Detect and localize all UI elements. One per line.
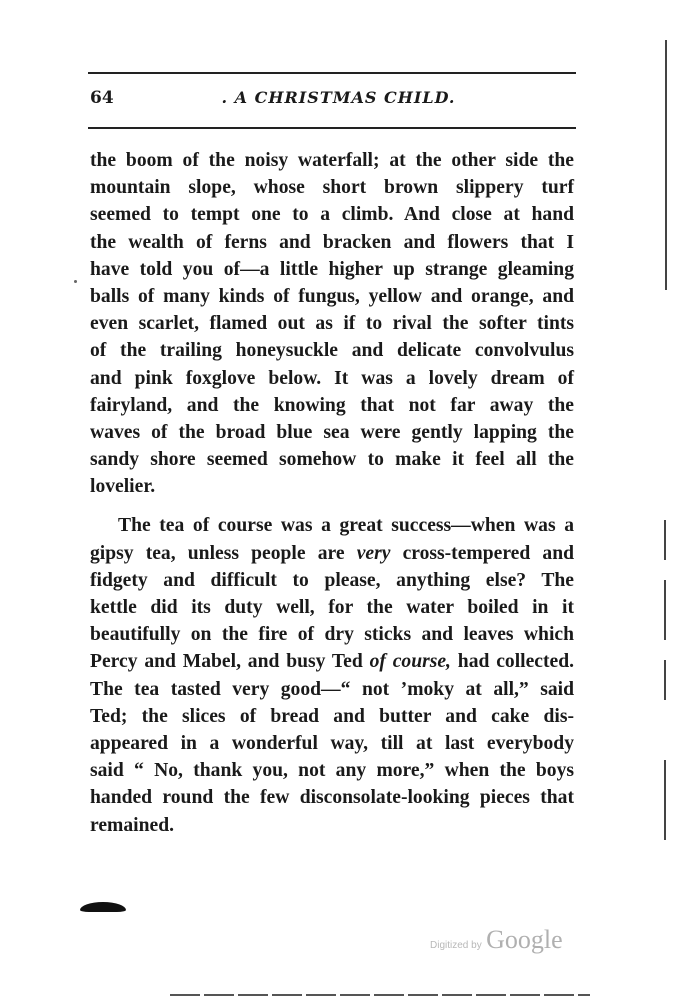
text-span: Percy and Mabel, and busy Ted [90,651,370,673]
text-line: the boom of the noisy waterfall; at the other side the [90,150,574,171]
paragraph-2 [90,512,574,838]
text-line: handed round the few disconsolate-looking pieces that [90,787,574,809]
text-span: cross-tempered and [390,542,575,564]
page-edge-mark [664,760,666,840]
text-line: remained. [90,814,174,836]
ink-blot [80,902,126,912]
body-text [90,147,574,839]
page-number: 64 [90,88,114,108]
italic-emphasis: of course, [369,651,451,673]
italic-emphasis: very [356,542,391,564]
text-line: The tea tasted very good—“ not ’moky at all,” said [90,678,574,700]
text-line: sandy shore seemed somehow to make it feel all the [90,449,574,471]
header-rule [88,127,576,129]
page-edge-mark [664,520,666,560]
paragraph-gap [90,500,574,512]
text-line [90,648,574,675]
page-edge-mark [665,40,667,290]
text-line: and pink foxglove below. It was a lovely dream of [90,367,574,389]
text-span: had collected. [450,651,574,673]
text-line: waves of the broad blue sea were gently lapping the [90,421,574,443]
text-line: seemed to tempt one to a climb. And close at hand [90,204,574,226]
page-edge-mark [664,580,666,640]
text-line: fidgety and difficult to please, anything else? The [90,569,574,591]
text-line: appeared in a wonderful way, till at last everybody [90,732,574,754]
text-line: balls of many kinds of fungus, yellow and orange, and [90,285,574,307]
text-line: even scarlet, flamed out as if to rival the softer tints [90,313,574,335]
running-head: . A CHRISTMAS CHILD. [221,88,456,107]
text-line: Ted; the slices of bread and butter and cake dis- [90,705,574,727]
text-line: said “ No, thank you, not any more,” when the boys [90,760,574,782]
digitized-watermark [430,925,563,955]
text-line: have told you of—a little higher up strange gleaming [90,258,574,280]
margin-speck [74,280,77,283]
text-line: beautifully on the fire of dry sticks and leaves which [90,624,574,646]
text-line: of the trailing honeysuckle and delicate convolvulus [90,340,574,362]
text-line: The tea of course was a great success—when was a [118,515,574,537]
text-line: mountain slope, whose short brown slippery turf [90,177,574,199]
text-line [90,540,574,567]
bottom-edge [170,994,590,996]
page-edge-mark [664,660,666,700]
text-line: fairyland, and the knowing that not far away the [90,394,574,416]
paragraph-1 [90,147,574,500]
text-span: gipsy tea, unless people are [90,542,357,564]
text-line: the wealth of ferns and bracken and flowers that I [90,231,574,253]
watermark-prefix: Digitized by [430,940,482,951]
top-rule [88,72,576,74]
watermark-logo: Google [486,925,563,954]
text-line: kettle did its duty well, for the water boiled in it [90,597,574,618]
text-line: lovelier. [90,476,156,498]
